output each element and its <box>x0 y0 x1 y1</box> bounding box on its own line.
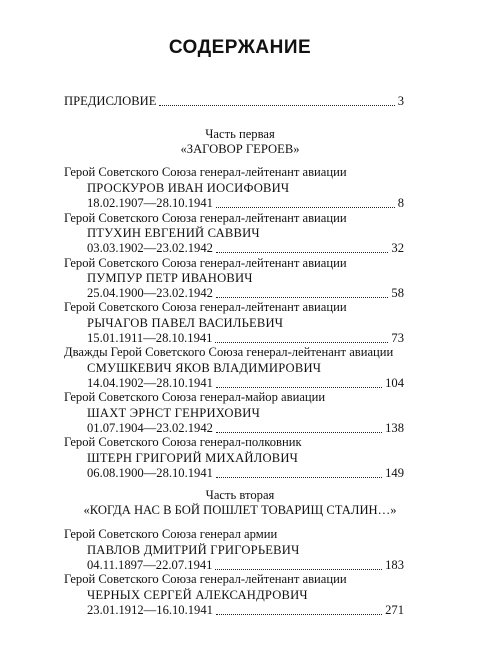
part-title: «КОГДА НАС В БОЙ ПОШЛЕТ ТОВАРИЩ СТАЛИН…» <box>83 503 397 517</box>
dot-leader <box>216 297 388 298</box>
toc-entry <box>87 558 404 573</box>
hero-name: РЫЧАГОВ ПАВЕЛ ВАСИЛЬЕВИЧ <box>87 316 284 330</box>
toc-entry <box>87 466 404 481</box>
life-dates: 01.07.1904—23.02.1942 <box>87 421 213 435</box>
toc-entry <box>87 241 404 256</box>
hero-rank: Герой Советского Союза генерал армии <box>64 527 278 541</box>
hero-name: ПТУХИН ЕВГЕНИЙ САВВИЧ <box>87 226 260 240</box>
life-dates: 14.04.1902—28.10.1941 <box>87 376 213 390</box>
toc-page-number: 183 <box>385 558 404 572</box>
dot-leader <box>216 207 395 208</box>
hero-rank: Герой Советского Союза генерал-лейтенант авиации <box>64 256 347 270</box>
toc-page-number: 271 <box>385 603 404 617</box>
life-dates: 18.02.1907—28.10.1941 <box>87 196 213 210</box>
toc-entry <box>87 603 404 618</box>
life-dates: 25.04.1900—23.02.1942 <box>87 286 213 300</box>
hero-name: ШАХТ ЭРНСТ ГЕНРИХОВИЧ <box>87 406 260 420</box>
hero-name: ПАВЛОВ ДМИТРИЙ ГРИГОРЬЕВИЧ <box>87 543 300 557</box>
hero-rank: Дважды Герой Советского Союза генерал-лейтенант авиации <box>64 345 394 359</box>
toc-entry <box>87 421 404 436</box>
toc-page-number: 8 <box>397 196 404 210</box>
part-title: «ЗАГОВОР ГЕРОЕВ» <box>180 142 300 156</box>
toc-entry-label: ПРЕДИСЛОВИЕ <box>64 94 157 108</box>
toc-page-number: 58 <box>391 286 404 300</box>
hero-rank: Герой Советского Союза генерал-лейтенант авиации <box>64 211 347 225</box>
hero-name: ШТЕРН ГРИГОРИЙ МИХАЙЛОВИЧ <box>87 451 299 465</box>
page-title: СОДЕРЖАНИЕ <box>168 37 312 58</box>
hero-name: ЧЕРНЫХ СЕРГЕЙ АЛЕКСАНДРОВИЧ <box>87 588 308 602</box>
dot-leader <box>215 342 388 343</box>
toc-page-number: 32 <box>391 241 404 255</box>
hero-rank: Герой Советского Союза генерал-майор авиации <box>64 390 326 404</box>
dot-leader <box>216 252 388 253</box>
dot-leader <box>216 432 382 433</box>
life-dates: 04.11.1897—22.07.1941 <box>87 558 213 572</box>
life-dates: 06.08.1900—28.10.1941 <box>87 466 213 480</box>
hero-name: ПРОСКУРОВ ИВАН ИОСИФОВИЧ <box>87 181 290 195</box>
hero-name: ПУМПУР ПЕТР ИВАНОВИЧ <box>87 271 253 285</box>
hero-rank: Герой Советского Союза генерал-лейтенант авиации <box>64 165 347 179</box>
hero-rank: Герой Советского Союза генерал-лейтенант авиации <box>64 572 347 586</box>
toc-entry <box>87 196 404 211</box>
dot-leader <box>159 105 394 106</box>
toc-entry <box>87 286 404 301</box>
toc-page-number: 3 <box>397 94 404 108</box>
dot-leader <box>216 477 382 478</box>
toc-page-number: 73 <box>391 331 404 345</box>
toc-page-number: 149 <box>385 466 404 480</box>
toc-entry <box>87 331 404 346</box>
hero-name: СМУШКЕВИЧ ЯКОВ ВЛАДИМИРОВИЧ <box>87 361 322 375</box>
dot-leader <box>216 387 382 388</box>
toc-page-number: 138 <box>385 421 404 435</box>
dot-leader <box>215 569 382 570</box>
part-label: Часть первая <box>205 127 275 141</box>
part-label: Часть вторая <box>205 488 275 502</box>
dot-leader <box>216 614 382 615</box>
hero-rank: Герой Советского Союза генерал-полковник <box>64 435 302 449</box>
hero-rank: Герой Советского Союза генерал-лейтенант авиации <box>64 300 347 314</box>
life-dates: 15.01.1911—28.10.1941 <box>87 331 213 345</box>
life-dates: 23.01.1912—16.10.1941 <box>87 603 213 617</box>
toc-entry-preface <box>64 94 404 109</box>
toc-page-number: 104 <box>385 376 404 390</box>
life-dates: 03.03.1902—23.02.1942 <box>87 241 213 255</box>
toc-entry <box>87 376 404 391</box>
